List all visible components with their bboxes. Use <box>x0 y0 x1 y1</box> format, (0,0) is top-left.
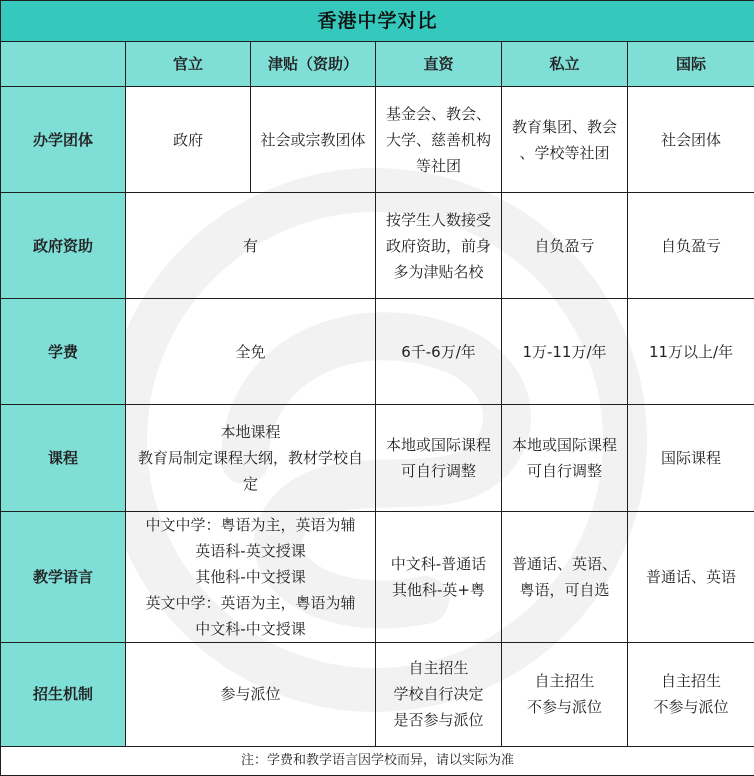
cell-text-line: 社会团体 <box>661 130 722 149</box>
footer-note: 注：学费和教学语言因学校而异，请以实际为准 <box>1 746 754 775</box>
cell-text-line: 可自行调整 <box>400 462 476 481</box>
cell-funding-guanli-jintie <box>126 193 376 299</box>
row-label-organizer: 办学团体 <box>1 87 126 193</box>
cell-text-line: 社会或宗教团体 <box>260 130 366 149</box>
cell-admission-guanli-jintie <box>126 642 376 746</box>
cell-text-line: 中文中学：粤语为主，英语为辅 <box>145 515 356 534</box>
header-jintie: 津贴（资助） <box>251 42 376 87</box>
cell-curriculum-zhizi <box>376 405 502 511</box>
table-row <box>1 299 754 405</box>
cell-text-line: 全免 <box>235 342 266 361</box>
cell-text-line: 本地课程 <box>220 423 281 442</box>
cell-organizer-sili <box>502 87 628 193</box>
cell-text-line: 自主招生 <box>408 659 469 678</box>
cell-text-line: 自主招生 <box>661 672 722 691</box>
cell-language-guoji <box>628 511 754 642</box>
cell-text-line: 自主招生 <box>534 672 595 691</box>
header-zhizi: 直资 <box>376 42 502 87</box>
cell-text-line: 定 <box>242 475 258 494</box>
cell-curriculum-guanli-jintie <box>126 405 376 511</box>
cell-tuition-zhizi <box>376 299 502 405</box>
cell-text-line: 可自行调整 <box>526 462 602 481</box>
table-row <box>1 193 754 299</box>
cell-organizer-guoji <box>628 87 754 193</box>
cell-text-line: 教育局制定课程大纲，教材学校自 <box>137 449 363 468</box>
cell-text-line: 其他科-中文授课 <box>195 567 306 586</box>
cell-text-line: 1万-11万/年 <box>522 342 607 361</box>
cell-language-zhizi <box>376 511 502 642</box>
cell-text-line: 粤语，可自选 <box>519 580 610 599</box>
cell-text-line: 多为津贴名校 <box>393 262 484 281</box>
cell-organizer-jintie <box>251 87 376 193</box>
cell-text-line: 普通话、英语 <box>646 567 737 586</box>
cell-funding-sili <box>502 193 628 299</box>
table-title: 香港中学对比 <box>1 1 754 42</box>
cell-text-line: 11万以上/年 <box>648 342 734 361</box>
table-row <box>1 87 754 193</box>
cell-admission-sili <box>502 642 628 746</box>
cell-tuition-sili <box>502 299 628 405</box>
cell-text-line: 英语科-英文授课 <box>195 541 306 560</box>
cell-text-line: 是否参与派位 <box>393 711 484 730</box>
cell-funding-guoji <box>628 193 754 299</box>
cell-text-line: 自负盈亏 <box>661 236 722 255</box>
cell-text-line: 其他科-英+粤 <box>392 580 485 599</box>
cell-text-line: 政府资助，前身 <box>385 236 491 255</box>
row-label-language: 教学语言 <box>1 511 126 642</box>
table-row <box>1 405 754 511</box>
cell-organizer-guanli <box>126 87 251 193</box>
cell-tuition-guoji <box>628 299 754 405</box>
cell-curriculum-sili <box>502 405 628 511</box>
header-sili: 私立 <box>502 42 628 87</box>
cell-text-line: 学校自行决定 <box>393 685 484 704</box>
cell-text-line: 本地或国际课程 <box>385 436 491 455</box>
cell-text-line: 不参与派位 <box>526 698 602 717</box>
cell-text-line: 中文科-中文授课 <box>195 619 306 638</box>
cell-text-line: 英文中学：英语为主，粤语为辅 <box>145 593 356 612</box>
cell-text-line: 政府 <box>172 130 203 149</box>
cell-text-line: 基金会、教会、 <box>385 104 491 123</box>
cell-admission-guoji <box>628 642 754 746</box>
row-label-tuition: 学费 <box>1 299 126 405</box>
cell-text-line: 大学、慈善机构 <box>385 130 491 149</box>
cell-organizer-zhizi <box>376 87 502 193</box>
cell-text-line: 按学生人数接受 <box>385 210 491 229</box>
row-label-funding: 政府资助 <box>1 193 126 299</box>
cell-text-line: 自负盈亏 <box>534 236 595 255</box>
cell-text-line: 中文科-普通话 <box>390 554 487 573</box>
cell-text-line: 国际课程 <box>661 449 722 468</box>
table-row <box>1 511 754 642</box>
cell-text-line: 参与派位 <box>220 685 281 704</box>
cell-text-line: 6千-6万/年 <box>401 342 476 361</box>
cell-funding-zhizi <box>376 193 502 299</box>
header-blank <box>1 42 126 87</box>
cell-text-line: 等社团 <box>415 156 461 175</box>
cell-text-line: 不参与派位 <box>653 698 729 717</box>
header-guanli: 官立 <box>126 42 251 87</box>
cell-text-line: 有 <box>242 236 258 255</box>
cell-curriculum-guoji <box>628 405 754 511</box>
table-row <box>1 642 754 746</box>
row-label-curriculum: 课程 <box>1 405 126 511</box>
row-label-admission: 招生机制 <box>1 642 126 746</box>
cell-text-line: 本地或国际课程 <box>511 436 617 455</box>
cell-tuition-guanli-jintie <box>126 299 376 405</box>
cell-text-line: 、学校等社团 <box>519 143 610 162</box>
cell-language-sili <box>502 511 628 642</box>
cell-text-line: 教育集团、教会 <box>511 117 617 136</box>
cell-text-line: 普通话、英语、 <box>511 554 617 573</box>
cell-language-guanli-jintie <box>126 511 376 642</box>
header-guoji: 国际 <box>628 42 754 87</box>
cell-admission-zhizi <box>376 642 502 746</box>
